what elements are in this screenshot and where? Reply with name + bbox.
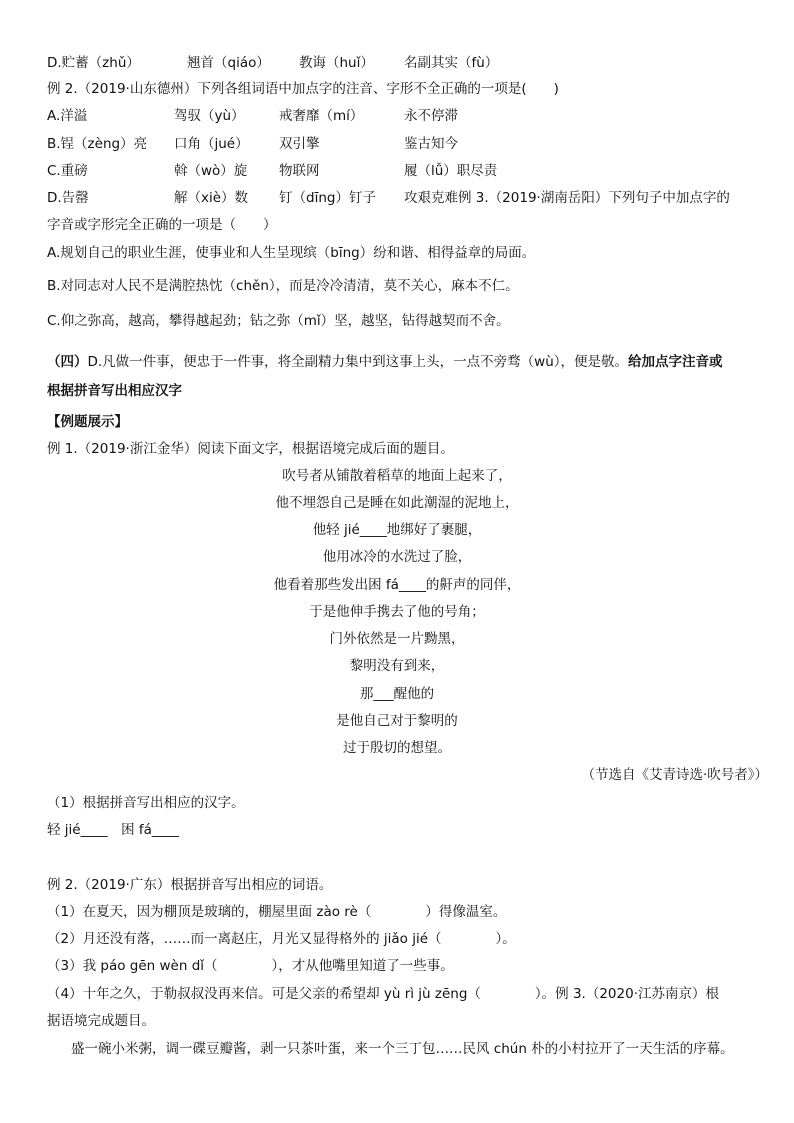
poem-line: 门外依然是一片黝黑， [329, 631, 465, 647]
ex3-option-b: B.对同志对人民不是满腔热忱（chěn），而是冷冷清清，莫不关心，麻本不仁。 [47, 278, 519, 294]
poem-line: 吹号者从铺散着稻草的地面上起来了， [282, 468, 512, 484]
ex2-row-a-c4: 永不停滞 [404, 108, 458, 124]
ex2-stem: 例 2.（2019·山东德州）下列各组词语中加点字的注音、字形不全正确的一项是( ) [47, 81, 559, 97]
ex2-row-b-c1: B.锃（zèng）亮 [47, 136, 148, 152]
ex2-row-c-c2: 斡（wò）旋 [174, 163, 248, 179]
ex3-nanjing-continuation: 据语境完成题目。 [47, 1013, 155, 1029]
poem-line: 过于殷切的想望。 [343, 740, 451, 756]
ex2-row-c-c3: 物联网 [279, 163, 320, 179]
section-four-title: 给加点字注音或 [628, 354, 723, 370]
poem-line: 是他自己对于黎明的 [336, 713, 458, 729]
option-d-col4: 名副其实（fù） [404, 55, 499, 71]
ex1-blanks: 轻 jié____ 困 fá____ [47, 822, 179, 838]
ex2-row-a-c2: 驾驭（yù） [174, 108, 245, 124]
ex2b-stem: 例 2.（2019·广东）根据拼音写出相应的词语。 [47, 877, 333, 893]
ex2-row-b-c2: 口角（jué） [174, 136, 249, 152]
ex2b-item-2: （2）月还没有落，……而一离赵庄，月光又显得格外的 jiǎo jié（ ）。 [47, 931, 516, 947]
ex2-row-d-c1: D.告罄 [47, 190, 89, 206]
poem-line: 他看着那些发出困 fá____的鼾声的同伴， [273, 577, 521, 593]
ex2-row-b-c4: 鉴古知今 [404, 136, 458, 152]
option-d-col3: 教诲（huǐ） [299, 55, 374, 71]
ex3-nanjing-passage: 盛一碗小米粥，调一碟豆瓣酱，剥一只茶叶蛋，来一个三丁包……民风 chún 朴的小村拉开了一天生活的序幕。 [71, 1041, 734, 1057]
ex2-row-d-c3: 钉（dīng）钉子 [279, 190, 376, 206]
ex3-option-a: A.规划自己的职业生涯，使事业和人生呈现缤（bīng）纷和谐、相得益章的局面。 [47, 245, 536, 261]
ex1-stem: 例 1.（2019·浙江金华）阅读下面文字，根据语境完成后面的题目。 [47, 441, 454, 457]
ex3-stem-continuation: 字音或字形完全正确的一项是（ ） [47, 217, 277, 233]
ex2-row-d-c2: 解（xiè）数 [174, 190, 249, 206]
poem-line: 于是他伸手携去了他的号角； [309, 604, 485, 620]
ex2-row-a-c1: A.洋溢 [47, 108, 88, 124]
ex2-row-d-c4: 攻艰克难例 3.（2019·湖南岳阳）下列句子中加点字的 [404, 190, 730, 206]
poem-line: 他不埋怨自己是睡在如此潮湿的泥地上， [275, 495, 519, 511]
section-four-label: （四） [47, 354, 88, 370]
section-four-line1 [47, 353, 723, 371]
section-four-text: D.凡做一件事，便忠于一件事，将全副精力集中到这事上头，一点不旁骛（wù），便是敬。 [87, 354, 629, 370]
section-four-title-line2: 根据拼音写出相应汉字 [47, 383, 182, 399]
option-d-col1: D.贮蓄（zhǔ） [47, 55, 140, 71]
poem-source: （节选自《艾青诗选·吹号者》） [581, 767, 768, 783]
demo-heading: 【例题展示】 [47, 414, 128, 430]
ex2b-item-4: （4）十年之久，于勒叔叔没再来信。可是父亲的希望却 yù rì jù zēng（ ）。例 3.（2020·江苏南京）根 [47, 986, 719, 1002]
ex2-row-a-c3: 戒奢靡（mí） [279, 108, 364, 124]
poem-line: 他轻 jié____地绑好了裹腿， [312, 522, 482, 538]
poem-line: 黎明没有到来， [349, 658, 445, 674]
poem-line: 那___醒他的 [359, 686, 435, 702]
ex2-row-b-c3: 双引擎 [279, 136, 320, 152]
ex1-question-1: （1）根据拼音写出相应的汉字。 [47, 795, 245, 811]
ex2-row-c-c1: C.重磅 [47, 163, 88, 179]
poem-line: 他用冰冷的水洗过了脸， [322, 549, 472, 565]
option-d-col2: 翘首（qiáo） [187, 55, 270, 71]
ex3-option-c: C.仰之弥高，越高，攀得越起劲；钻之弥（mǐ）坚，越坚，钻得越契而不舍。 [47, 313, 510, 329]
ex2-row-c-c4: 履（lǚ）职尽责 [404, 163, 498, 179]
ex2b-item-3: （3）我 páo gēn wèn dǐ（ ），才从他嘴里知道了一些事。 [47, 958, 454, 974]
ex2b-item-1: （1）在夏天，因为棚顶是玻璃的，棚屋里面 zào rè（ ）得像温室。 [47, 904, 507, 920]
